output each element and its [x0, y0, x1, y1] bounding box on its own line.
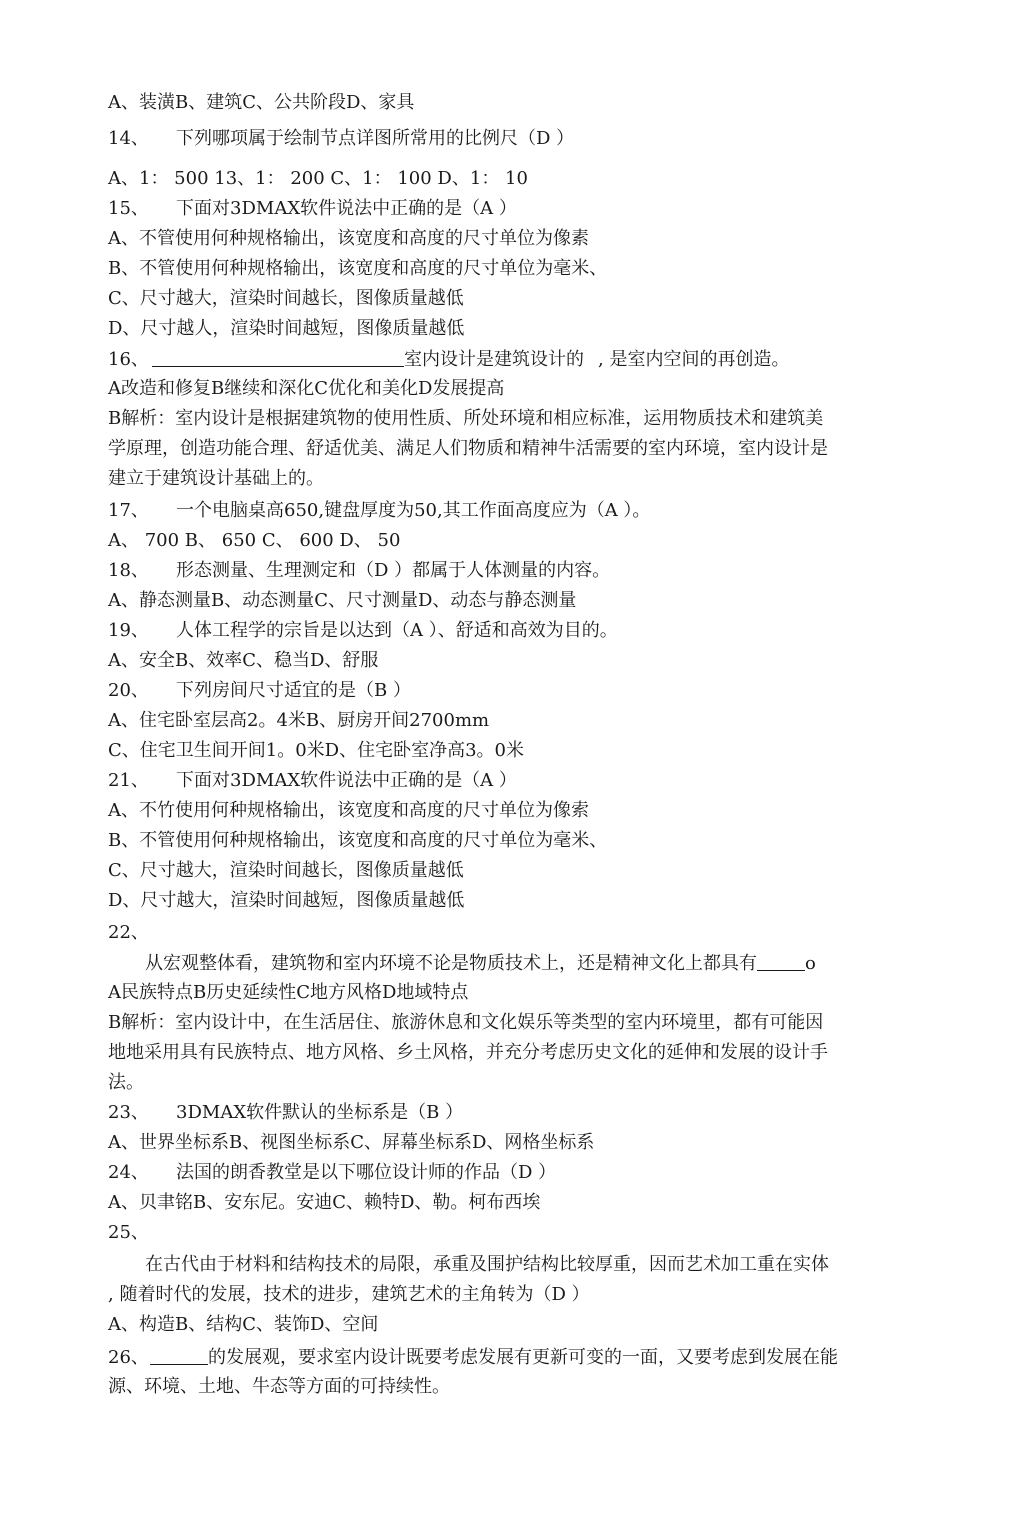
q22-analysis-line-3: 法。: [108, 1072, 144, 1093]
question-number: 26、: [108, 1347, 149, 1368]
q25-options: A、构造B、结构C、装饰D、空间: [108, 1314, 379, 1335]
q22-options: A民族特点B历史延续性C地方风格D地域特点: [108, 982, 469, 1003]
q21-option-c: C、尺寸越大，渲染时间越长，图像质量越低: [108, 860, 464, 881]
question-24: [108, 1162, 556, 1184]
question-text: 室内设计是建筑设计的: [404, 349, 584, 370]
question-22-text: [145, 952, 816, 975]
question-16: [108, 348, 789, 371]
question-19: [108, 620, 618, 642]
question-text: 形态测量、生理测定和（D ）都属于人体测量的内容。: [176, 560, 611, 581]
q21-option-a: A、不竹使用何种规格输出，该宽度和高度的尺寸单位为像索: [108, 800, 589, 821]
q23-options: A、世界坐标系B、视图坐标系C、屏幕坐标系D、网格坐标系: [108, 1132, 595, 1153]
question-20: [108, 680, 411, 702]
question-26-text-line-2: 源、环境、土地、牛态等方面的可持续性。: [108, 1376, 450, 1397]
question-number: 15、: [108, 198, 149, 219]
q22-analysis-line-1: B解析：室内设计中，在生活居住、旅游休息和文化娱乐等类型的室内环境里，都有可能因: [108, 1012, 824, 1033]
q15-option-b: B、不管使用何种规格输出，该宽度和高度的尺寸单位为毫米、: [108, 258, 608, 279]
q19-options: A、安全B、效率C、稳当D、舒服: [108, 650, 379, 671]
question-text: 下面对3DMAX软件说法中正确的是（A ）: [176, 198, 517, 219]
question-number: 14、: [108, 128, 149, 149]
q15-option-c: C、尺寸越大，渲染时间越长，图像质量越低: [108, 288, 464, 309]
question-18: [108, 560, 610, 582]
question-number: 21、: [108, 770, 149, 791]
q17-options: A、 700 B、 650 C、 600 D、 50: [108, 530, 401, 551]
q18-options: A、静态测量B、动态测量C、尺寸测量D、动态与静态测量: [108, 590, 577, 611]
q20-options-ab: A、住宅卧室层高2。4米B、厨房开间2700mm: [108, 710, 490, 731]
q13-options: A、装潢B、建筑C、公共阶段D、家具: [108, 92, 415, 113]
question-text: 3DMAX软件默认的坐标系是（B ）: [176, 1102, 464, 1123]
question-text: 法国的朗香教堂是以下哪位设计师的作品（D ）: [176, 1162, 557, 1183]
q16-analysis-line-2: 学原理，创造功能合理、舒适优美、满足人们物质和精神牛活需要的室内环境，室内设计是: [108, 438, 828, 459]
question-number: 19、: [108, 620, 149, 641]
question-text: 的发展观，要求室内设计既要考虑发展有更新可变的一面，又要考虑到发展在能: [208, 1347, 838, 1368]
question-end-mark: o: [805, 953, 816, 974]
q14-options: A、1： 500 13、1： 200 C、1： 100 D、1： 10: [108, 168, 528, 189]
q21-option-b: B、不管使用何种规格输出，该宽度和高度的尺寸单位为毫米、: [108, 830, 608, 851]
question-number: 23、: [108, 1102, 149, 1123]
q16-analysis-line-1: B解析：室内设计是根据建筑物的使用性质、所处环境和相应标准，运用物质技术和建筑美: [108, 408, 824, 429]
q16-analysis-line-3: 建立于建筑设计基础上的。: [108, 468, 324, 489]
question-number: 16、: [108, 349, 149, 370]
q24-options: A、贝聿铭B、安东尼。安迪C、赖特D、勒。柯布西埃: [108, 1192, 541, 1213]
q21-option-d: D、尺寸越大，渲染时间越短，图像质量越低: [108, 890, 465, 911]
question-number: 20、: [108, 680, 149, 701]
question-17: [108, 500, 650, 522]
question-14: [108, 128, 574, 150]
q15-option-a: A、不管使用何种规格输出，该宽度和高度的尺寸单位为像素: [108, 228, 589, 249]
question-text: 下面对3DMAX软件说法中正确的是（A ）: [176, 770, 517, 791]
question-text-cont: , 是室内空间的再创造。: [598, 349, 790, 370]
question-21: [108, 770, 517, 792]
question-26: [108, 1346, 838, 1369]
question-text: 从宏观整体看，建筑物和室内环境不论是物质技术上，还是精神文化上都具有: [145, 953, 757, 974]
question-number: 17、: [108, 500, 149, 521]
question-number: 18、: [108, 560, 149, 581]
q16-options: A改造和修复B继续和深化C优化和美化D发展提高: [108, 378, 505, 399]
q15-option-d: D、尺寸越人，渲染时间越短，图像质量越低: [108, 318, 465, 339]
q20-options-cd: C、住宅卫生间开间1。0米D、住宅卧室净高3。0米: [108, 740, 525, 761]
q22-analysis-line-2: 地地采用具有民族特点、地方风格、乡土风格，并充分考虑历史文化的延伸和发展的设计手: [108, 1042, 828, 1063]
question-25-text-line-2: , 随着时代的发展，技术的进步，建筑艺术的主角转为（D ）: [108, 1284, 590, 1305]
question-15: [108, 198, 517, 220]
question-text: 一个电脑桌高650,键盘厚度为50,其工作面高度应为（A ）。: [176, 500, 651, 521]
answer-blank: [757, 952, 805, 971]
question-22-number: 22、: [108, 922, 149, 943]
question-text: 下列房间尺寸适宜的是（B ）: [176, 680, 411, 701]
answer-blank: [150, 1346, 208, 1365]
question-number: 24、: [108, 1162, 149, 1183]
question-25-text-line-1: 在古代由于材料和结构技术的局限，承重及围护结构比较厚重，因而艺术加工重在实体: [145, 1254, 829, 1275]
question-text: 下列哪项属于绘制节点详图所常用的比例尺（D ）: [176, 128, 575, 149]
question-text: 人体工程学的宗旨是以达到（A ）、舒适和高效为目的。: [176, 620, 618, 641]
question-23: [108, 1102, 463, 1124]
answer-blank: [152, 348, 404, 367]
question-25-number: 25、: [108, 1222, 149, 1243]
